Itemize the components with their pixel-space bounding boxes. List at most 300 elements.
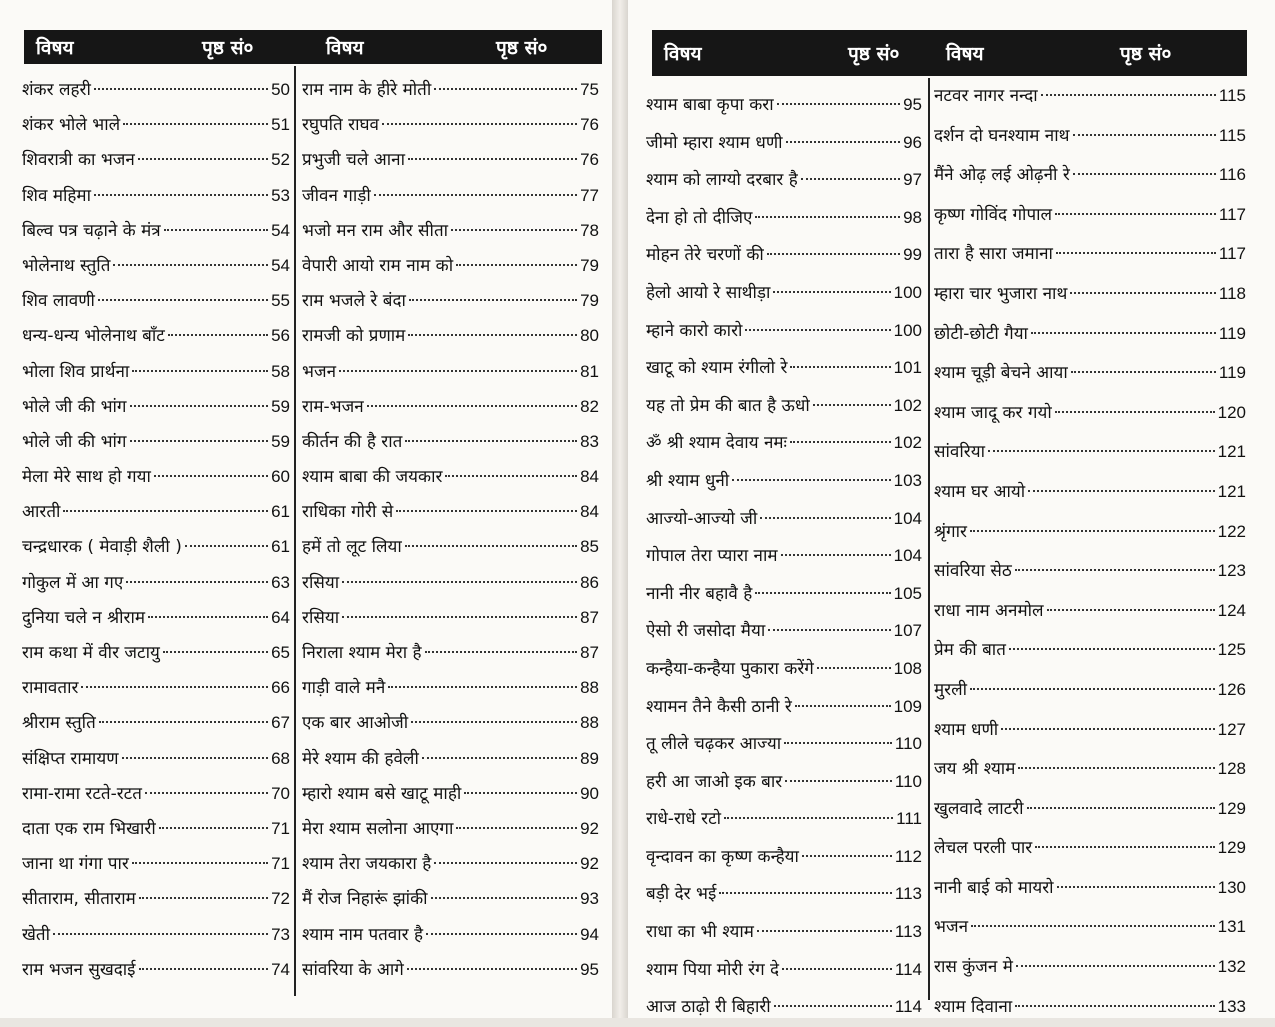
toc-entry-page-number: 131: [1217, 917, 1246, 937]
toc-entry: [22, 142, 290, 177]
toc-entry-title: श्रृंगार: [934, 521, 967, 542]
dot-leader: [405, 545, 577, 547]
dot-leader: [1073, 134, 1216, 136]
toc-entry-title: शिवरात्री का भजन: [22, 150, 135, 171]
dot-leader: [1056, 252, 1216, 254]
toc-entry: [302, 283, 599, 318]
toc-entry: [934, 472, 1246, 512]
toc-entry: [934, 274, 1246, 314]
toc-entry-page-number: 115: [1218, 86, 1246, 105]
toc-entry: [302, 917, 599, 952]
dot-leader: [464, 792, 577, 794]
toc-entry-title: भोलेनाथ स्तुति: [22, 255, 111, 276]
toc-entry-page-number: 50: [271, 80, 290, 99]
toc-entry-title: निराला श्याम मेरा है: [302, 643, 422, 663]
toc-entry-title: बड़ी देर भई: [646, 884, 717, 905]
toc-entry-title: प्रभुजी चले आना: [302, 150, 405, 171]
header-page-no-1: पृष्ठ सं०: [202, 37, 254, 59]
dot-leader: [784, 742, 892, 744]
dot-leader: [94, 194, 268, 196]
toc-entry: [302, 529, 599, 564]
toc-entry-page-number: 99: [903, 245, 922, 265]
toc-entry-title: सांवरिया: [934, 442, 985, 463]
dot-leader: [451, 229, 577, 231]
toc-entry-page-number: 122: [1217, 521, 1246, 541]
dot-leader: [94, 88, 268, 90]
toc-entry: [302, 846, 599, 881]
toc-entry-title: मैंने ओढ़ लई ओढ़नी रे: [934, 165, 1070, 186]
toc-entry: [934, 551, 1246, 591]
toc-entry: [646, 124, 922, 162]
toc-entry-title: वृन्दावन का कृष्ण कन्हैया: [646, 846, 799, 867]
toc-entry: [934, 670, 1246, 710]
toc-entry-title: श्याम बाबा कृपा करा: [646, 95, 774, 115]
book-gutter: [612, 0, 628, 1018]
dot-leader: [411, 721, 577, 723]
toc-entry: [22, 529, 290, 564]
dot-leader: [1041, 94, 1216, 96]
dot-leader: [434, 88, 577, 90]
dot-leader: [422, 757, 577, 759]
toc-entry: [22, 494, 290, 529]
toc-entry-page-number: 93: [580, 889, 599, 909]
toc-entry: [934, 987, 1246, 1027]
toc-entry: [302, 213, 599, 248]
toc-entry-title: रामजी को प्रणाम: [302, 326, 406, 347]
dot-leader: [1031, 332, 1216, 334]
dot-leader: [1035, 846, 1214, 848]
toc-entry-page-number: 101: [893, 358, 922, 378]
toc-entry-title: दाता एक राम भिखारी: [22, 818, 156, 839]
right-page-column-1: [646, 86, 922, 1026]
toc-entry: [22, 741, 290, 776]
toc-entry-title: मेला मेरे साथ हो गया: [22, 467, 151, 488]
dot-leader: [123, 123, 268, 125]
toc-entry-page-number: 133: [1217, 996, 1246, 1016]
toc-entry-title: नानी नीर बहावै है: [646, 583, 753, 604]
dot-leader: [431, 897, 578, 899]
toc-entry-title: खुलवादे लाटरी: [934, 798, 1024, 819]
dot-leader: [1057, 886, 1215, 888]
right-page: [628, 0, 1275, 1018]
toc-entry-page-number: 95: [903, 95, 922, 114]
toc-entry: [646, 274, 922, 312]
toc-entry-page-number: 63: [271, 572, 290, 592]
dot-leader: [790, 366, 890, 368]
toc-entry-title: जाना था गंगा पार: [22, 854, 129, 875]
toc-entry-title: बिल्व पत्र चढ़ाने के मंत्र: [22, 220, 161, 241]
toc-entry-title: ॐ श्री श्याम देवाय नमः: [646, 433, 787, 454]
toc-entry: [646, 951, 922, 989]
toc-entry: [22, 881, 290, 916]
header-page-no-2: पृष्ठ सं०: [1120, 43, 1172, 65]
dot-leader: [382, 123, 577, 125]
dot-leader: [790, 441, 891, 443]
toc-entry-page-number: 130: [1217, 877, 1246, 897]
toc-entry-title: वेपारी आयो राम नाम को: [302, 255, 454, 276]
toc-entry: [302, 705, 599, 740]
toc-entry: [302, 881, 599, 916]
dot-leader: [425, 651, 578, 653]
toc-entry: [302, 459, 599, 494]
toc-entry-page-number: 119: [1218, 323, 1246, 343]
toc-entry: [302, 72, 599, 107]
toc-entry: [646, 236, 922, 274]
toc-entry-page-number: 105: [893, 583, 922, 603]
right-page-column-2: [934, 76, 1246, 1026]
toc-entry-title: राम भजले रे बंदा: [302, 291, 406, 312]
dot-leader: [719, 892, 892, 894]
right-page-header: [652, 30, 1247, 76]
toc-entry-title: म्हाने कारो कारो: [646, 320, 743, 341]
toc-entry: [22, 213, 290, 248]
toc-entry-page-number: 80: [580, 326, 599, 346]
toc-entry: [22, 635, 290, 670]
left-page-column-1: [22, 72, 290, 987]
dot-leader: [773, 291, 890, 293]
toc-entry-title: रसिया: [302, 607, 340, 628]
toc-entry: [302, 565, 599, 600]
toc-entry-title: श्याम को लाग्यो दरबार है: [646, 170, 798, 191]
toc-entry: [646, 763, 922, 801]
column-divider: [928, 78, 930, 1000]
toc-entry-page-number: 92: [580, 854, 599, 874]
toc-entry: [646, 875, 922, 913]
toc-entry: [22, 565, 290, 600]
toc-entry-title: कृष्ण गोविंद गोपाल: [934, 204, 1053, 225]
toc-entry-page-number: 71: [271, 854, 290, 874]
toc-entry-title: श्याम घर आयो: [934, 481, 1026, 502]
dot-leader: [1001, 728, 1214, 730]
toc-entry-title: सांवरिया के आगे: [302, 959, 404, 980]
toc-entry: [646, 913, 922, 951]
toc-entry-page-number: 87: [580, 607, 599, 627]
toc-entry: [646, 988, 922, 1026]
toc-entry-title: दर्शन दो घनश्याम नाथ: [934, 125, 1070, 146]
toc-entry-page-number: 121: [1217, 481, 1246, 501]
toc-entry-page-number: 79: [580, 255, 599, 275]
toc-entry-page-number: 54: [271, 220, 290, 240]
toc-entry-page-number: 125: [1217, 640, 1246, 660]
dot-leader: [185, 545, 268, 547]
dot-leader: [1028, 490, 1215, 492]
toc-entry-page-number: 82: [580, 396, 599, 416]
toc-entry: [934, 155, 1246, 195]
toc-entry-title: देना हो तो दीजिए: [646, 207, 753, 228]
toc-entry: [22, 811, 290, 846]
toc-entry-page-number: 103: [893, 470, 922, 490]
dot-leader: [148, 616, 268, 618]
toc-entry: [22, 952, 290, 987]
toc-entry-page-number: 132: [1217, 957, 1246, 977]
dot-leader: [396, 510, 577, 512]
dot-leader: [1047, 609, 1215, 611]
toc-entry-page-number: 65: [271, 643, 290, 662]
dot-leader: [757, 930, 892, 932]
toc-entry-page-number: 59: [271, 396, 290, 416]
toc-entry: [22, 283, 290, 318]
toc-entry: [22, 705, 290, 740]
toc-entry-page-number: 128: [1217, 759, 1246, 779]
toc-entry-page-number: 78: [580, 220, 599, 240]
dot-leader: [138, 158, 268, 160]
dot-leader: [139, 968, 269, 970]
toc-entry-page-number: 84: [580, 467, 599, 487]
toc-entry-page-number: 120: [1217, 402, 1246, 422]
dot-leader: [456, 827, 577, 829]
toc-entry: [22, 107, 290, 142]
toc-entry-page-number: 95: [580, 959, 599, 979]
toc-entry-title: श्याम धणी: [934, 719, 999, 740]
toc-entry-title: जीवन गाड़ी: [302, 185, 371, 206]
dot-leader: [456, 264, 577, 266]
toc-entry: [22, 248, 290, 283]
dot-leader: [154, 475, 268, 477]
toc-entry: [646, 838, 922, 876]
toc-entry-page-number: 97: [903, 170, 922, 190]
dot-leader: [1070, 292, 1216, 294]
toc-entry: [22, 776, 290, 811]
toc-entry: [934, 432, 1246, 472]
toc-entry-page-number: 112: [894, 846, 922, 866]
dot-leader: [732, 479, 890, 481]
toc-entry-title: कन्हैया-कन्हैया पुकारा करेंगे: [646, 658, 814, 679]
toc-entry: [302, 107, 599, 142]
dot-leader: [99, 721, 268, 723]
toc-entry-page-number: 117: [1218, 244, 1246, 264]
toc-entry-title: खाटू को श्याम रंगीलो रे: [646, 358, 788, 379]
toc-entry-title: आज ठाढ़ो री बिहारी: [646, 997, 771, 1018]
toc-entry: [934, 749, 1246, 789]
dot-leader: [724, 817, 893, 819]
toc-entry-page-number: 92: [580, 818, 599, 838]
toc-entry-title: शंकर भोले भाले: [22, 115, 121, 136]
toc-entry-page-number: 110: [894, 734, 922, 754]
dot-leader: [53, 933, 268, 935]
toc-entry-title: मैं रोज निहारूं झांकी: [302, 889, 428, 910]
toc-entry-title: श्याम जादू कर गयो: [934, 402, 1052, 423]
toc-entry-title: गोकुल में आ गए: [22, 572, 124, 593]
toc-entry-page-number: 68: [271, 748, 290, 768]
header-subject-2: विषय: [326, 37, 364, 59]
toc-entry: [302, 494, 599, 529]
toc-entry: [302, 178, 599, 213]
toc-entry-title: रास कुंजन मे: [934, 957, 1013, 978]
dot-leader: [367, 405, 577, 407]
toc-entry-title: राम भजन सुखदाई: [22, 959, 136, 980]
toc-entry: [646, 161, 922, 199]
header-subject-1: विषय: [664, 43, 702, 65]
toc-entry-title: एक बार आओजी: [302, 713, 409, 734]
toc-entry-page-number: 61: [271, 537, 290, 557]
toc-entry-title: धन्य-धन्य भोलेनाथ बाँट: [22, 326, 165, 347]
toc-entry-title: मुरली: [934, 679, 968, 700]
toc-entry-page-number: 71: [271, 818, 290, 838]
dot-leader: [774, 1005, 892, 1007]
dot-leader: [163, 651, 268, 653]
toc-entry: [302, 635, 599, 670]
toc-entry-page-number: 77: [580, 185, 599, 205]
dot-leader: [426, 933, 577, 935]
toc-entry: [22, 178, 290, 213]
toc-entry: [646, 650, 922, 688]
header-page-no-2: पृष्ठ सं०: [496, 37, 548, 59]
toc-entry: [646, 612, 922, 650]
toc-entry: [22, 846, 290, 881]
left-page: [0, 0, 612, 1018]
toc-entry-title: प्रेम की बात: [934, 640, 1006, 661]
toc-entry-page-number: 85: [580, 537, 599, 557]
toc-entry: [302, 670, 599, 705]
toc-entry-title: श्रीराम स्तुति: [22, 713, 96, 734]
toc-entry: [646, 199, 922, 237]
dot-leader: [745, 329, 890, 331]
toc-entry-title: जीमो म्हारा श्याम धणी: [646, 132, 783, 153]
dot-leader: [1055, 213, 1216, 215]
dot-leader: [113, 264, 268, 266]
toc-entry-title: सांवरिया सेठ: [934, 561, 1012, 582]
toc-entry-page-number: 61: [271, 502, 290, 522]
toc-entry-title: रसिया: [302, 572, 340, 593]
toc-entry-title: गोपाल तेरा प्यारा नाम: [646, 546, 778, 567]
toc-entry-page-number: 102: [893, 395, 922, 415]
dot-leader: [98, 299, 268, 301]
toc-entry-title: मेरे श्याम की हवेली: [302, 748, 419, 769]
toc-entry-page-number: 117: [1218, 204, 1246, 224]
toc-entry-title: कीर्तन की है रात: [302, 431, 403, 452]
header-subject-2: विषय: [946, 43, 984, 65]
toc-entry: [302, 318, 599, 353]
toc-entry-title: राधा का भी श्याम: [646, 922, 754, 943]
toc-entry: [646, 537, 922, 575]
dot-leader: [781, 554, 891, 556]
toc-entry-title: मोहन तेरे चरणों की: [646, 245, 764, 266]
dot-leader: [445, 475, 577, 477]
toc-entry-page-number: 52: [271, 150, 290, 170]
toc-entry-title: तारा है सारा जमाना: [934, 244, 1053, 265]
toc-entry: [934, 630, 1246, 670]
toc-entry: [646, 424, 922, 462]
dot-leader: [126, 581, 268, 583]
left-page-column-2: [302, 72, 599, 987]
toc-entry-title: राधा नाम अनमोल: [934, 600, 1044, 621]
toc-entry-title: संक्षिप्त रामायण: [22, 748, 119, 769]
toc-entry-page-number: 53: [271, 185, 290, 205]
toc-entry-page-number: 55: [271, 291, 290, 311]
toc-entry-page-number: 79: [580, 291, 599, 311]
dot-leader: [159, 827, 268, 829]
toc-entry: [646, 575, 922, 613]
toc-entry-page-number: 76: [580, 150, 599, 170]
toc-entry: [22, 389, 290, 424]
dot-leader: [342, 616, 577, 618]
toc-entry: [934, 76, 1246, 116]
toc-entry-title: आरती: [22, 502, 61, 523]
toc-entry-title: भोले जी की भांग: [22, 396, 127, 417]
toc-entry-page-number: 87: [580, 643, 599, 662]
toc-entry-page-number: 86: [580, 572, 599, 592]
toc-entry: [302, 142, 599, 177]
toc-entry-page-number: 126: [1217, 679, 1246, 699]
toc-entry: [646, 387, 922, 425]
toc-entry: [934, 907, 1246, 947]
toc-entry-title: शिव महिमा: [22, 185, 91, 206]
toc-entry-title: ऐसो री जसोदा मैया: [646, 621, 766, 642]
toc-entry: [934, 234, 1246, 274]
toc-entry: [934, 710, 1246, 750]
dot-leader: [168, 334, 268, 336]
toc-entry-page-number: 113: [894, 884, 922, 904]
toc-entry-page-number: 76: [580, 115, 599, 135]
toc-entry: [934, 116, 1246, 156]
toc-entry-title: नानी बाई को मायरो: [934, 877, 1054, 898]
toc-entry-page-number: 58: [271, 361, 290, 381]
dot-leader: [785, 780, 892, 782]
toc-entry-page-number: 66: [271, 678, 290, 698]
toc-entry-page-number: 102: [893, 433, 922, 453]
toc-entry: [302, 248, 599, 283]
toc-entry-page-number: 109: [893, 696, 922, 716]
toc-entry-title: श्याम तेरा जयकारा है: [302, 854, 432, 875]
toc-entry: [22, 72, 290, 107]
toc-entry-title: तू लीले चढ़कर आज्या: [646, 734, 782, 755]
toc-entry-page-number: 73: [271, 924, 290, 944]
dot-leader: [817, 667, 891, 669]
toc-entry: [646, 349, 922, 387]
toc-entry-page-number: 88: [580, 678, 599, 698]
toc-entry-title: राम कथा में वीर जटायु: [22, 643, 160, 663]
toc-entry: [302, 776, 599, 811]
toc-entry: [646, 725, 922, 763]
toc-entry-page-number: 118: [1218, 283, 1246, 303]
toc-entry: [22, 600, 290, 635]
toc-entry-page-number: 94: [580, 924, 599, 944]
toc-entry-title: भोले जी की भांग: [22, 431, 127, 452]
toc-entry-title: रघुपति राघव: [302, 115, 380, 136]
toc-entry-page-number: 72: [271, 889, 290, 909]
toc-entry-title: नटवर नागर नन्दा: [934, 86, 1038, 106]
toc-entry-page-number: 74: [271, 959, 290, 979]
dot-leader: [1073, 173, 1216, 175]
toc-entry-page-number: 107: [893, 621, 922, 641]
toc-entry: [302, 424, 599, 459]
dot-leader: [786, 141, 901, 143]
dot-leader: [777, 103, 900, 105]
toc-entry: [22, 670, 290, 705]
dot-leader: [130, 405, 269, 407]
toc-entry-page-number: 121: [1217, 442, 1246, 462]
dot-leader: [409, 299, 577, 301]
toc-entry: [646, 86, 922, 124]
toc-entry-title: भजन: [934, 917, 968, 938]
toc-entry-title: हमें तो लूट लिया: [302, 537, 402, 558]
dot-leader: [339, 370, 577, 372]
dot-leader: [970, 530, 1215, 532]
dot-leader: [145, 792, 268, 794]
toc-entry-title: जय श्री श्याम: [934, 759, 1016, 780]
toc-entry-page-number: 83: [580, 431, 599, 451]
dot-leader: [988, 450, 1215, 452]
toc-entry: [646, 688, 922, 726]
toc-entry-page-number: 75: [580, 80, 599, 99]
toc-entry-title: श्याम बाबा की जयकार: [302, 467, 443, 488]
dot-leader: [130, 440, 269, 442]
toc-entry-page-number: 89: [580, 748, 599, 768]
toc-entry: [302, 600, 599, 635]
dot-leader: [1015, 1005, 1214, 1007]
toc-entry: [934, 353, 1246, 393]
toc-entry-page-number: 100: [893, 320, 922, 340]
